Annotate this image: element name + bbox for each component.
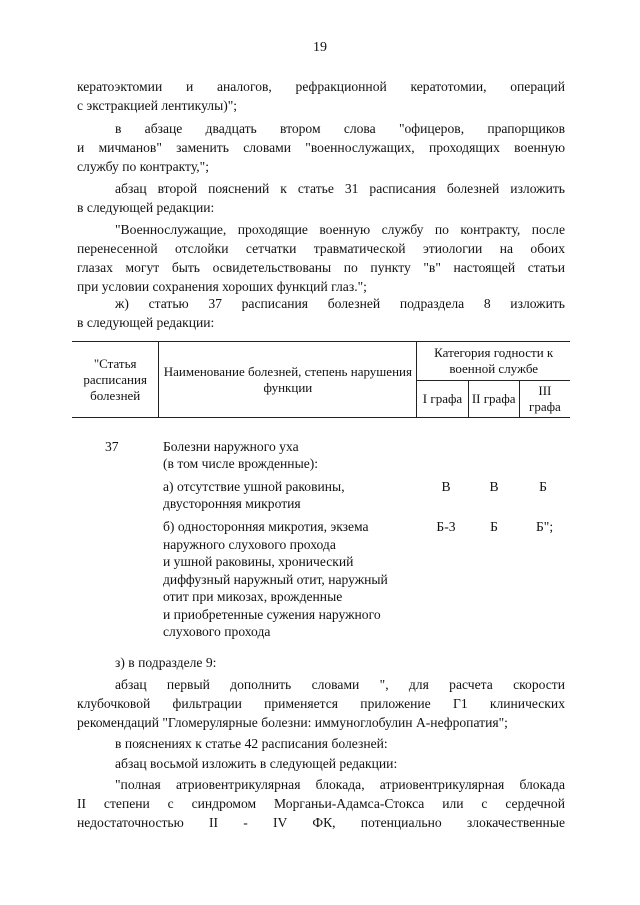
text-line: в пояснениях к статье 42 расписания болезней: [115, 736, 388, 751]
text-line: глазах могут быть освидетельствованы по пункту "в" настоящей статьи [77, 260, 565, 275]
text-line: II степени с синдромом Морганьи-Адамса-Стокса или с сердечной [77, 796, 565, 811]
text-line: с экстракцией лентикулы)"; [77, 98, 238, 113]
item-a-text: двусторонняя микротия [163, 496, 301, 511]
text-line: в следующей редакции: [77, 200, 215, 215]
item-b-value-3: Б"; [536, 519, 554, 534]
item-b-value-2: Б [490, 519, 498, 534]
text-line: абзац первый дополнить словами ", для расчета скорости [115, 677, 565, 692]
item-b-text: и приобретенные сужения наружного [163, 606, 381, 622]
text-line: "Военнослужащие, проходящие военную службу по контракту, после [115, 222, 565, 237]
item-b-text: и ушной раковины, хронический [163, 554, 354, 569]
text-line: рекомендаций "Гломерулярные болезни: иммуноглобулин А-нефропатия"; [77, 715, 508, 730]
item-a-value-3: Б [539, 479, 547, 494]
text-line: недостаточностью II - IV ФК, потенциально злокачественные [77, 815, 565, 830]
text-line: службу по контракту,"; [77, 159, 209, 174]
header-column-2: II графа [468, 381, 519, 418]
category-table-header [72, 341, 570, 418]
item-a-value-2: В [489, 479, 499, 494]
item-b-text: б) односторонняя микротия, экзема [163, 519, 369, 534]
text-line: ж) статью 37 расписания болезней подраздела 8 изложить [115, 296, 565, 311]
header-category: Категория годности к военной службе [417, 342, 570, 381]
text-line: в абзаце двадцать втором слова "офицеров, прапорщиков [115, 121, 565, 136]
header-column-3: III графа [519, 381, 570, 418]
header-column-1: I графа [417, 381, 468, 418]
page-number: 19 [313, 40, 327, 55]
text-line: абзац восьмой изложить в следующей редакции: [115, 756, 398, 771]
text-line: кератоэктомии и аналогов, рефракционной кератотомии, операций [77, 79, 565, 94]
text-line: перенесенной отслойки сетчатки травматической этиологии на обоих [77, 241, 565, 256]
disease-heading: (в том числе врожденные): [163, 456, 319, 471]
item-b-text: наружного слухового прохода [163, 536, 336, 552]
text-line: абзац второй пояснений к статье 31 расписания болезней изложить [115, 181, 565, 196]
header-disease-name: Наименование болезней, степень нарушения функции [159, 342, 417, 418]
text-line: и мичманов" заменить словами "военнослужащих, проходящих военную [77, 140, 565, 155]
item-b-text: отит при микозах, врожденные [163, 589, 343, 604]
text-line: в следующей редакции: [77, 315, 215, 330]
item-b-text: диффузный наружный отит, наружный [163, 571, 388, 587]
item-a-value-1: В [441, 479, 451, 494]
item-a-text: а) отсутствие ушной раковины, [163, 479, 345, 494]
text-line: при условии сохранения хороших функций глаз."; [77, 279, 367, 294]
item-b-value-1: Б-3 [436, 519, 456, 534]
disease-heading: Болезни наружного уха [163, 439, 299, 454]
item-b-text: слухового прохода [163, 624, 271, 639]
text-line: з) в подразделе 9: [115, 655, 217, 670]
text-line: клубочковой фильтрации применяется приложение Г1 клинических [77, 696, 565, 711]
text-line: "полная атриовентрикулярная блокада, атриовентрикулярная блокада [115, 777, 565, 792]
article-number: 37 [105, 439, 119, 454]
header-article: "Статья расписания болезней [72, 342, 159, 418]
